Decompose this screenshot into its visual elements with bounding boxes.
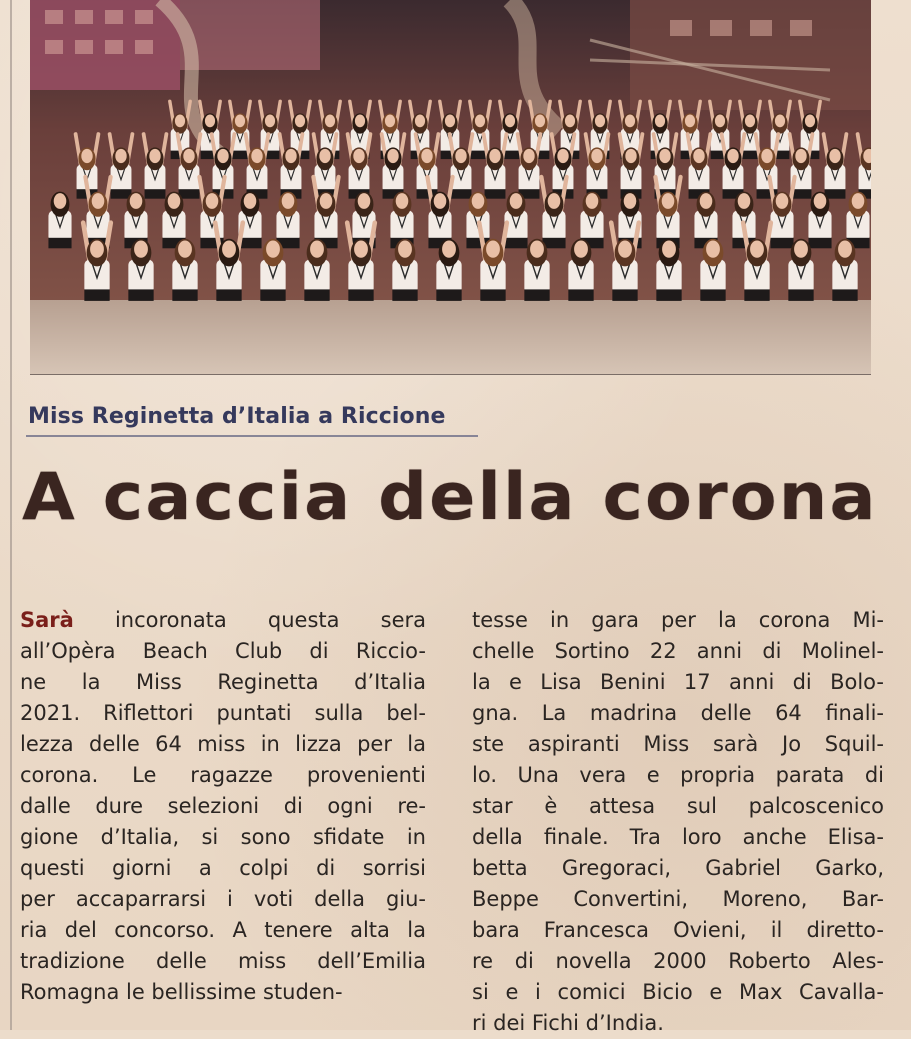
contestant-figure: [700, 239, 725, 301]
contestant-figure: [504, 192, 527, 249]
body-text-line: all’Opèra Beach Club di Riccio-: [20, 639, 426, 663]
article-headline: A caccia della corona: [22, 460, 878, 535]
body-text-line: ri dei Fichi d’India.: [472, 1011, 664, 1035]
contestant-figure: [436, 239, 461, 301]
contestant-figure: [172, 239, 197, 301]
body-text-line: tesse in gara per la corona Mi-: [472, 608, 884, 632]
body-text-line: gna. La madrina delle 64 finali-: [472, 701, 884, 725]
body-text-line: tradizione delle miss dell’Emilia: [20, 949, 426, 973]
body-text-line: questi giorni a colpi di sorrisi: [20, 856, 426, 880]
body-text-line: la e Lisa Benini 17 anni di Bolo-: [472, 670, 884, 694]
article-body-right-column: [472, 605, 884, 1039]
contestant-figure: [524, 239, 549, 301]
body-text-line: per accaparrarsi i voti della giu-: [20, 887, 426, 911]
contestant-figure: [128, 239, 153, 301]
contestant-figure: [808, 192, 831, 249]
body-text-line: 2021. Riflettori puntati sulla bel-: [20, 701, 426, 725]
contestant-figure: [304, 239, 329, 301]
body-text-line: re di novella 2000 Roberto Ales-: [472, 949, 884, 973]
contestant-figure: [788, 239, 813, 301]
contestant-figure: [846, 192, 869, 249]
body-text-line: chelle Sortino 22 anni di Molinel-: [472, 639, 884, 663]
body-text-line: star è attesa sul palcoscenico: [472, 794, 884, 818]
contestant-figure: [48, 192, 71, 249]
contestant-figure: [568, 239, 593, 301]
contestant-figure: [392, 239, 417, 301]
group-photo: [30, 0, 871, 375]
group-photo-illustration: [30, 0, 871, 374]
body-text-line: gione d’Italia, si sono sfidate in: [20, 825, 426, 849]
article-kicker: Miss Reginetta d’Italia a Riccione: [28, 404, 446, 429]
body-text-line: Beppe Convertini, Moreno, Bar-: [472, 887, 884, 911]
body-text-line: lezza delle 64 miss in lizza per la: [20, 732, 426, 756]
body-text-line: corona. Le ragazze provenienti: [20, 763, 426, 787]
lead-word: Sarà: [20, 608, 74, 632]
contestant-figure: [276, 192, 299, 249]
contestant-figure: [656, 239, 681, 301]
contestant-figure: [832, 239, 857, 301]
body-text-line: si e i comici Bicio e Max Cavalla-: [472, 980, 884, 1004]
column-rule: [10, 0, 12, 1030]
body-text-line: betta Gregoraci, Gabriel Garko,: [472, 856, 884, 880]
article-body-left-column: [20, 605, 426, 1008]
body-text-line: Sarà incoronata questa sera: [20, 608, 426, 632]
kicker-underline: [26, 435, 478, 437]
body-text-line: dalle dure selezioni di ogni re-: [20, 794, 426, 818]
contestant-figure: [260, 239, 285, 301]
body-text-line: Romagna le bellissime studen-: [20, 980, 343, 1004]
body-text-line: lo. Una vera e propria parata di: [472, 763, 884, 787]
body-text-line: ne la Miss Reginetta d’Italia: [20, 670, 426, 694]
body-text-line: bara Francesca Ovieni, il diretto-: [472, 918, 884, 942]
body-text-line: ria del concorso. A tenere alta la: [20, 918, 426, 942]
contestant-figure: [466, 192, 489, 249]
body-text-line: ste aspiranti Miss sarà Jo Squil-: [472, 732, 884, 756]
body-text-line: della finale. Tra loro anche Elisa-: [472, 825, 884, 849]
